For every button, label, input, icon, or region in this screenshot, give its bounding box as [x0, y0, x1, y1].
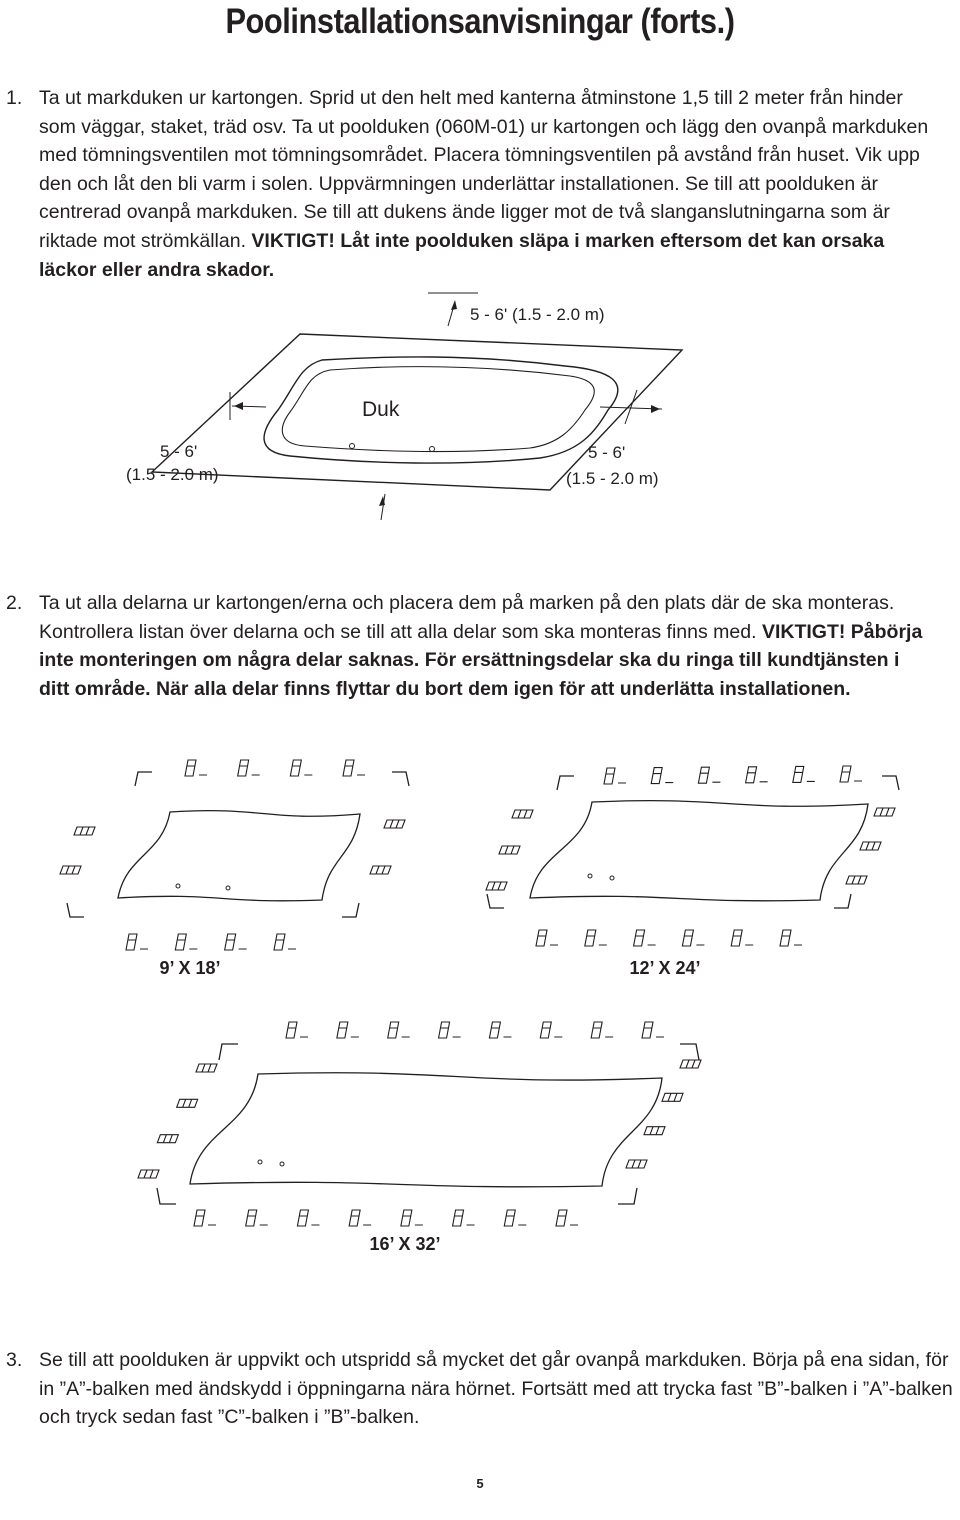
- connector-shape: [126, 934, 148, 950]
- connector-shape: [286, 1022, 308, 1038]
- drain-valve: [610, 876, 614, 880]
- connector-icon: [591, 1022, 613, 1038]
- connector-icon: [185, 760, 207, 776]
- connector-icon: [238, 760, 260, 776]
- connector-shape: [194, 1210, 216, 1226]
- connector-shape: [453, 1210, 475, 1226]
- connector-shape: [860, 842, 881, 850]
- pool-liner-outline: [118, 811, 360, 901]
- connector-icon: [138, 1170, 159, 1178]
- connector-icon: [499, 846, 520, 854]
- connector-shape: [731, 930, 753, 946]
- step-number: 2.: [6, 592, 23, 614]
- connector-icon: [840, 766, 862, 782]
- arrowhead: [451, 300, 457, 310]
- connector-shape: [591, 1022, 613, 1038]
- right-dimension-label: (1.5 - 2.0 m): [566, 469, 659, 488]
- page-title: Poolinstallationsanvisningar (forts.): [225, 2, 735, 41]
- frame-corner: [392, 772, 409, 786]
- connector-shape: [138, 1170, 159, 1178]
- connector-shape: [238, 760, 260, 776]
- frame-corner: [882, 776, 899, 790]
- connector-shape: [512, 810, 533, 818]
- step-1-instructions: Ta ut markduken ur kartongen. Sprid ut den helt med kanterna åtminstone 1,5 till 2 meter från hinder som väggar, staket, träd osv. Ta ut poolduken (060M-01) ur kartongen och lägg den ovanpå markduken med tömningsventilen mot tömningsområdet. Placera tömningsventilen på avstånd från huset. Vik upp den och låt den bli varm i solen. Uppvärmningen underlättar installationen. Se till att poolduken är centrerad ovanpå markduken. Se till att dukens ände ligger mot de två slanganslutningarna som är riktade mot strömkällan.: [39, 87, 929, 252]
- connector-icon: [642, 1022, 664, 1038]
- connector-icon: [401, 1210, 423, 1226]
- connector-icon: [349, 1210, 371, 1226]
- layout-caption-small: 9’ X 18’: [159, 958, 221, 978]
- connector-shape: [536, 930, 558, 946]
- connector-icon: [74, 827, 95, 835]
- layout-diagram-small: [60, 752, 410, 952]
- connector-icon: [846, 876, 867, 884]
- arrowhead: [651, 405, 660, 413]
- connector-shape: [290, 760, 312, 776]
- connector-shape: [388, 1022, 410, 1038]
- connector-icon: [682, 930, 704, 946]
- connector-shape: [225, 934, 247, 950]
- connector-shape: [343, 760, 365, 776]
- frame-corner: [557, 776, 574, 790]
- right-dimension-label: 5 - 6': [588, 443, 626, 462]
- connector-shape: [604, 768, 626, 784]
- liner-label: Duk: [362, 398, 400, 421]
- connector-icon: [274, 934, 296, 950]
- connector-shape: [370, 866, 391, 874]
- connector-shape: [634, 930, 656, 946]
- arrowhead: [234, 402, 243, 410]
- step-number: 1.: [6, 87, 23, 109]
- connector-icon: [540, 1022, 562, 1038]
- connector-shape: [644, 1127, 665, 1135]
- connector-shape: [540, 1022, 562, 1038]
- connector-shape: [337, 1022, 359, 1038]
- connector-icon: [860, 842, 881, 850]
- connector-shape: [780, 930, 802, 946]
- connector-shape: [175, 934, 197, 950]
- connector-icon: [343, 760, 365, 776]
- dimension-line: [625, 390, 637, 424]
- connector-icon: [388, 1022, 410, 1038]
- frame-corner: [618, 1188, 637, 1204]
- connector-icon: [225, 934, 247, 950]
- layout-caption-medium: 12’ X 24’: [629, 958, 701, 978]
- connector-shape: [651, 768, 673, 784]
- connector-icon: [556, 1210, 578, 1226]
- step-2-instructions: Ta ut alla delarna ur kartongen/erna och placera dem på marken på den plats där de ska monteras. Kontrollera listan över delarna och se till att alla delar som ska monteras finns med.: [39, 592, 895, 643]
- connector-icon: [489, 1022, 511, 1038]
- connector-icon: [644, 1127, 665, 1135]
- connector-icon: [297, 1210, 319, 1226]
- connector-icon: [157, 1135, 178, 1143]
- step-number: 3.: [6, 1349, 23, 1371]
- left-dimension-label: (1.5 - 2.0 m): [126, 465, 219, 484]
- connector-icon: [746, 767, 768, 783]
- connector-icon: [536, 930, 558, 946]
- connector-shape: [662, 1093, 683, 1101]
- connector-icon: [370, 866, 391, 874]
- connector-icon: [384, 820, 405, 828]
- ground-cloth-diagram: [110, 282, 730, 552]
- frame-corner: [680, 1044, 699, 1060]
- connector-shape: [274, 934, 296, 950]
- connector-icon: [196, 1064, 217, 1072]
- connector-shape: [626, 1160, 647, 1168]
- connector-icon: [731, 930, 753, 946]
- connector-shape: [682, 930, 704, 946]
- connector-icon: [504, 1210, 526, 1226]
- connector-shape: [401, 1210, 423, 1226]
- connector-icon: [780, 930, 802, 946]
- frame-corner: [487, 894, 504, 908]
- connector-shape: [185, 760, 207, 776]
- step-text: [39, 589, 929, 703]
- layout-caption-large: 16’ X 32’: [369, 1234, 441, 1254]
- connector-shape: [846, 876, 867, 884]
- step-3: [6, 1346, 956, 1436]
- connector-icon: [634, 930, 656, 946]
- connector-shape: [499, 846, 520, 854]
- step-1-warning: VIKTIGT! Låt inte poolduken släpa i marken eftersom det kan orsaka läckor eller andra skador.: [39, 229, 885, 281]
- connector-icon: [874, 808, 895, 816]
- connector-icon: [680, 1060, 701, 1068]
- connector-shape: [60, 866, 81, 874]
- connector-shape: [384, 820, 405, 828]
- step-text: [39, 84, 929, 284]
- connector-icon: [604, 768, 626, 784]
- connector-icon: [286, 1022, 308, 1038]
- drain-valve: [588, 874, 592, 878]
- connector-icon: [512, 810, 533, 818]
- connector-icon: [194, 1210, 216, 1226]
- drain-valve: [350, 444, 355, 449]
- connector-icon: [337, 1022, 359, 1038]
- connector-icon: [698, 767, 720, 783]
- pool-liner-outline: [190, 1073, 662, 1187]
- connector-icon: [651, 768, 673, 784]
- frame-corner: [342, 903, 359, 917]
- connector-icon: [177, 1099, 198, 1107]
- drain-valve: [226, 886, 230, 890]
- drain-valve: [258, 1160, 262, 1164]
- left-dimension-label: 5 - 6': [160, 442, 198, 461]
- connector-shape: [439, 1022, 461, 1038]
- frame-corner: [157, 1188, 176, 1204]
- connector-icon: [626, 1160, 647, 1168]
- connector-shape: [840, 766, 862, 782]
- layout-diagram-medium: [480, 758, 900, 948]
- connector-icon: [453, 1210, 475, 1226]
- connector-icon: [793, 766, 815, 782]
- pool-liner-outline: [530, 801, 868, 901]
- frame-corner: [834, 894, 851, 908]
- connector-shape: [177, 1099, 198, 1107]
- connector-shape: [746, 767, 768, 783]
- connector-icon: [290, 760, 312, 776]
- page-number: 5: [476, 1476, 484, 1491]
- frame-corner: [67, 903, 84, 917]
- drain-valve: [176, 884, 180, 888]
- connector-shape: [157, 1135, 178, 1143]
- connector-shape: [297, 1210, 319, 1226]
- top-dimension-label: 5 - 6' (1.5 - 2.0 m): [470, 305, 605, 324]
- connector-icon: [60, 866, 81, 874]
- connector-shape: [489, 1022, 511, 1038]
- connector-shape: [74, 827, 95, 835]
- step-text: [39, 1346, 954, 1432]
- frame-corner: [135, 772, 152, 786]
- connector-icon: [662, 1093, 683, 1101]
- connector-icon: [486, 882, 507, 890]
- pool-liner-fold: [282, 367, 594, 452]
- step-2-warning: VIKTIGT! Påbörja inte monteringen om några delar saknas. För ersättningsdelar ska du ringa till kundtjänsten i ditt område. När alla delar finns flyttar du bort dem igen för att underlätta installationen.: [39, 620, 923, 700]
- connector-shape: [585, 930, 607, 946]
- connector-shape: [486, 882, 507, 890]
- connector-icon: [585, 930, 607, 946]
- connector-shape: [504, 1210, 526, 1226]
- connector-shape: [556, 1210, 578, 1226]
- connector-shape: [642, 1022, 664, 1038]
- connector-shape: [680, 1060, 701, 1068]
- connector-icon: [439, 1022, 461, 1038]
- drain-valve: [430, 447, 435, 452]
- connector-shape: [698, 767, 720, 783]
- step-1: [6, 84, 946, 314]
- step-3-instructions: Se till att poolduken är uppvikt och utspridd så mycket det går ovanpå markduken. Börja på ena sidan, för in ”A”-balken med ändskydd i öppningarna nära hörnet. Fortsätt med att trycka fast ”B”-balken i ”A”-balken och tryck sedan fast ”C”-balken i ”B”-balken.: [39, 1349, 953, 1429]
- layout-diagram-large: [150, 1022, 710, 1222]
- connector-icon: [246, 1210, 268, 1226]
- connector-shape: [196, 1064, 217, 1072]
- connector-shape: [349, 1210, 371, 1226]
- step-2: [6, 589, 946, 739]
- frame-corner: [219, 1044, 238, 1060]
- connector-icon: [175, 934, 197, 950]
- drain-valve: [280, 1162, 284, 1166]
- connector-shape: [793, 766, 815, 782]
- connector-icon: [126, 934, 148, 950]
- connector-shape: [874, 808, 895, 816]
- connector-shape: [246, 1210, 268, 1226]
